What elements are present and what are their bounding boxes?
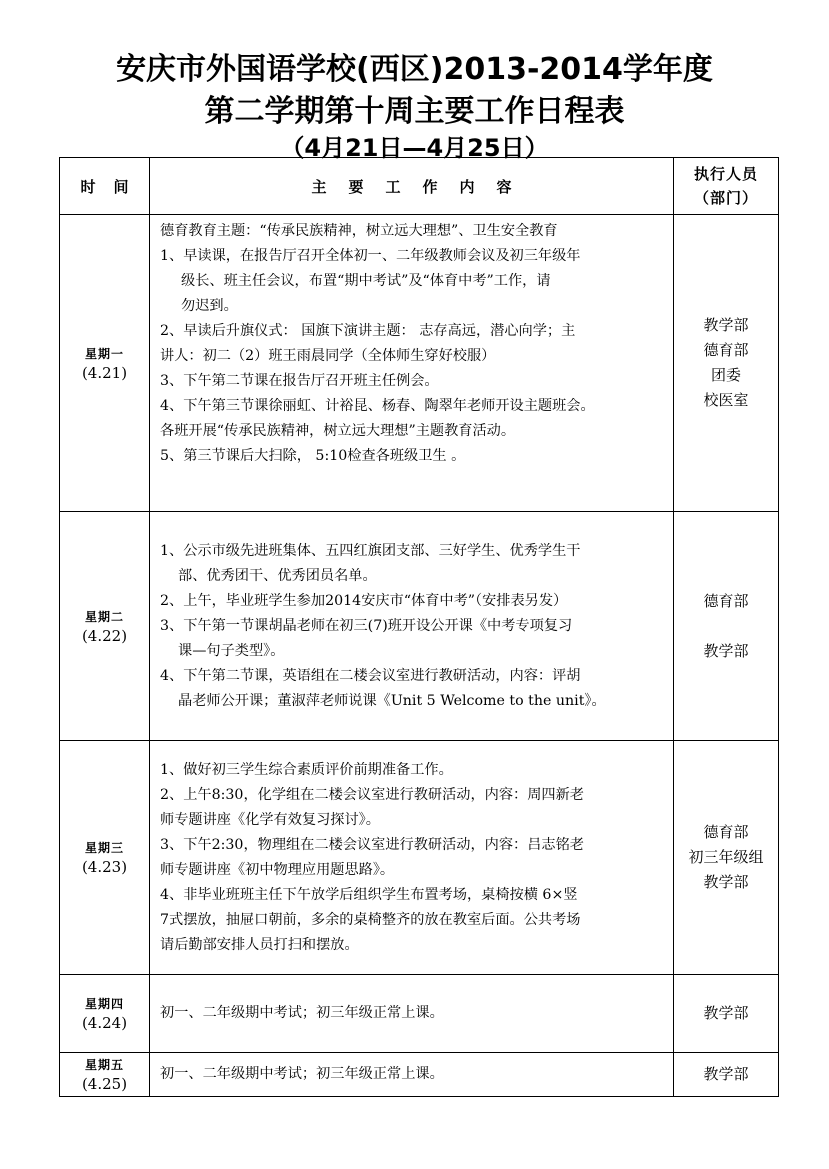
content-cell bbox=[150, 215, 674, 512]
content-line: 5、第三节课后大扫除， 5:10检查各班级卫生 。 bbox=[160, 448, 466, 464]
day-date: (4.21) bbox=[81, 363, 128, 382]
table-row bbox=[60, 215, 779, 512]
content-cell bbox=[150, 1053, 674, 1097]
content-line: 初一、二年级期中考试；初三年级正常上课。 bbox=[160, 1005, 444, 1021]
schedule-table bbox=[59, 157, 779, 1097]
document-title-line1: 安庆市外国语学校(西区)2013-2014学年度 bbox=[116, 52, 713, 87]
content-line: 3、下午2:30，物理组在二楼会议室进行教研活动，内容：吕志铭老 bbox=[160, 836, 584, 853]
table-row bbox=[60, 741, 779, 975]
content-line: 4、非毕业班班主任下午放学后组织学生布置考场，桌椅按横 6×竖 bbox=[160, 886, 578, 903]
dept-label: 教学部 bbox=[703, 1065, 749, 1083]
content-cell bbox=[150, 512, 674, 741]
content-line: 师专题讲座《初中物理应用题思路》。 bbox=[160, 861, 395, 878]
dept-label: 教学部 bbox=[703, 1004, 749, 1022]
day-name: 星期五 bbox=[84, 1058, 124, 1072]
header-executor-line1: 执行人员 bbox=[693, 165, 758, 183]
table-row bbox=[60, 1053, 779, 1097]
dept-cell bbox=[674, 512, 779, 741]
day-name: 星期三 bbox=[84, 841, 124, 855]
content-line: 部、优秀团干、优秀团员名单。 bbox=[178, 567, 377, 584]
content-line: 3、下午第二节课在报告厅召开班主任例会。 bbox=[160, 373, 439, 389]
content-line: 2、上午，毕业班学生参加2014安庆市“体育中考”（安排表另发） bbox=[160, 592, 568, 609]
content-line: 2、早读后升旗仪式： 国旗下演讲主题： 志存高远，潜心向学；主 bbox=[160, 323, 576, 339]
content-cell bbox=[150, 741, 674, 975]
content-line: 德育教育主题：“传承民族精神，树立远大理想”、卫生安全教育 bbox=[160, 223, 558, 239]
content-line: 讲人：初二（2）班王雨晨同学（全体师生穿好校服） bbox=[160, 348, 496, 364]
content-line: 初一、二年级期中考试；初三年级正常上课。 bbox=[160, 1066, 444, 1082]
header-executor-line2: （部门） bbox=[693, 189, 758, 207]
day-cell bbox=[60, 1053, 150, 1097]
day-date: (4.22) bbox=[81, 626, 128, 645]
dept-label: 教学部 bbox=[703, 641, 749, 660]
dept-label: 德育部 bbox=[703, 341, 749, 359]
day-date: (4.24) bbox=[81, 1014, 128, 1032]
content-line: 师专题讲座《化学有效复习探讨》。 bbox=[160, 811, 380, 828]
content-line: 2、上午8:30，化学组在二楼会议室进行教研活动，内容：周四新老 bbox=[160, 786, 584, 803]
content-line: 4、下午第二节课，英语组在二楼会议室进行教研活动，内容：评胡 bbox=[160, 667, 581, 684]
dept-label: 团委 bbox=[710, 366, 741, 384]
content-line: 请后勤部安排人员打扫和摆放。 bbox=[160, 936, 359, 953]
content-line: 3、下午第一节课胡晶老师在初三(7)班开设公开课《中考专项复习 bbox=[160, 617, 573, 634]
day-name: 星期二 bbox=[84, 609, 124, 624]
table-header-row bbox=[60, 158, 779, 215]
day-cell bbox=[60, 215, 150, 512]
content-line: 7式摆放，抽屉口朝前，多余的桌椅整齐的放在教室后面。公共考场 bbox=[160, 911, 581, 928]
day-cell bbox=[60, 741, 150, 975]
dept-cell bbox=[674, 741, 779, 975]
content-line: 1、做好初三学生综合素质评价前期准备工作。 bbox=[160, 761, 453, 778]
dept-cell bbox=[674, 215, 779, 512]
dept-cell bbox=[674, 1053, 779, 1097]
dept-label: 德育部 bbox=[703, 591, 749, 610]
content-line: 1、公示市级先进班集体、五四红旗团支部、三好学生、优秀学生干 bbox=[160, 542, 581, 559]
document-title-line2: 第二学期第十周主要工作日程表 bbox=[204, 94, 625, 129]
content-line: 课—句子类型》。 bbox=[178, 642, 285, 659]
dept-label: 德育部 bbox=[703, 823, 749, 841]
day-name: 星期一 bbox=[84, 346, 124, 361]
table-row bbox=[60, 975, 779, 1053]
content-line: 1、早读课，在报告厅召开全体初一、二年级教师会议及初三年级年 bbox=[160, 248, 581, 264]
table-row bbox=[60, 512, 779, 741]
content-line: 级长、班主任会议，布置“期中考试”及“体育中考”工作，请 bbox=[181, 273, 551, 289]
date-range: （4月21日—4月25日） bbox=[280, 134, 549, 162]
dept-label: 教学部 bbox=[703, 873, 749, 891]
header-time: 时间 bbox=[60, 158, 150, 215]
day-cell bbox=[60, 512, 150, 741]
day-date: (4.23) bbox=[81, 858, 128, 876]
content-line: 各班开展“传承民族精神，树立远大理想”主题教育活动。 bbox=[160, 423, 516, 439]
content-line: 晶老师公开课；董淑萍老师说课《Unit 5 Welcome to the unit》。 bbox=[178, 692, 606, 709]
content-cell bbox=[150, 975, 674, 1053]
dept-cell bbox=[674, 975, 779, 1053]
dept-label: 教学部 bbox=[703, 316, 749, 334]
dept-label: 初三年级组 bbox=[688, 848, 764, 866]
content-line: 勿迟到。 bbox=[181, 298, 238, 314]
day-cell bbox=[60, 975, 150, 1053]
day-name: 星期四 bbox=[84, 997, 124, 1011]
dept-label: 校医室 bbox=[703, 391, 749, 409]
day-date: (4.25) bbox=[81, 1075, 128, 1093]
header-executor bbox=[674, 158, 779, 215]
content-line: 4、下午第三节课徐丽虹、计裕昆、杨春、陶翠年老师开设主题班会。 bbox=[160, 398, 595, 414]
header-content: 主要工作内容 bbox=[150, 158, 674, 215]
